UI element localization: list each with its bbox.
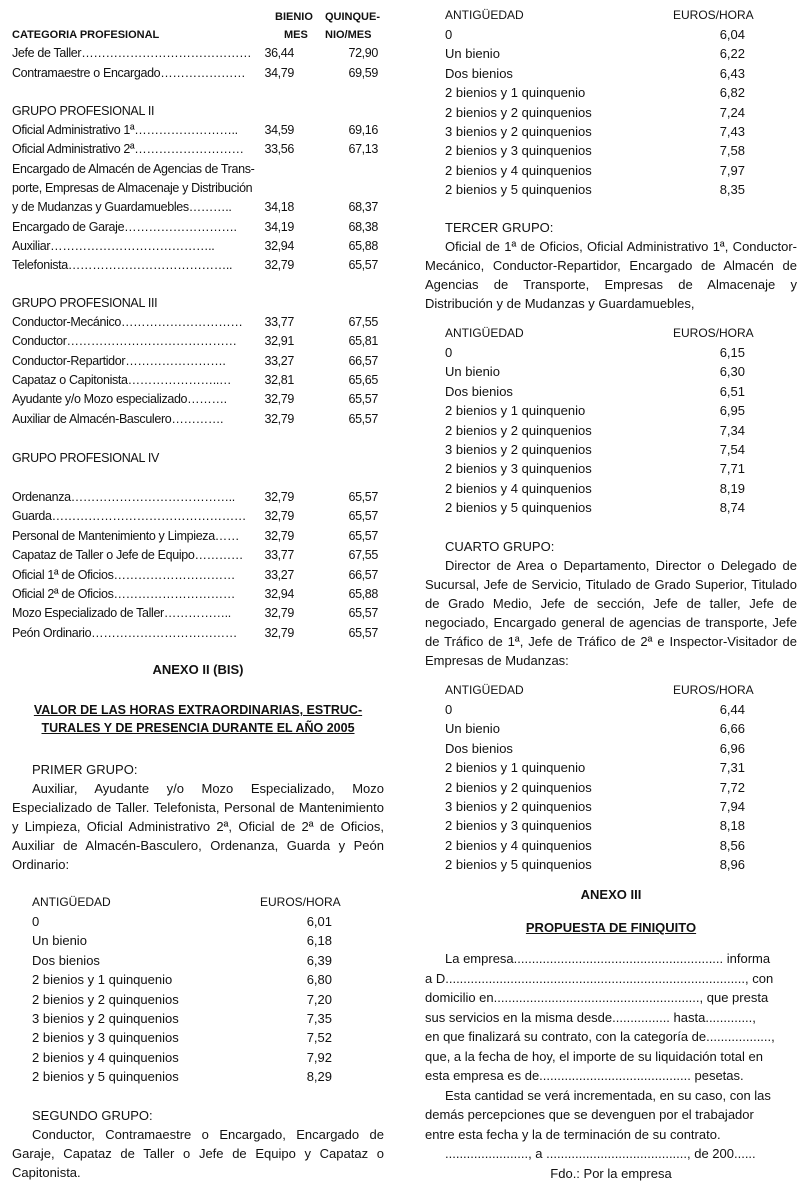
bienio-value: 34,79	[264, 65, 294, 80]
finiquito-line: a D..................................................................................., con	[425, 970, 774, 986]
table-header	[445, 681, 775, 700]
primer-grupo-table	[32, 893, 362, 1087]
euros-hora-cell: 8,96	[719, 857, 745, 873]
antiguedad-cell: 2 bienios y 5 quinquenios	[445, 500, 592, 516]
category-row	[12, 256, 384, 275]
cuarto-grupo-title: CUARTO GRUPO:	[445, 539, 555, 554]
antiguedad-cell: 2 bienios y 2 quinquenios	[32, 991, 179, 1007]
quinquenio-value: 65,57	[348, 258, 378, 273]
bienio-value: 33,27	[264, 567, 294, 582]
euros-hora-cell: 7,34	[719, 422, 745, 438]
category-label: Contramaestre o Encargado…………………	[12, 65, 246, 80]
category-row	[12, 313, 384, 332]
antiguedad-cell: Dos bienios	[32, 952, 100, 968]
bienio-value: 32,94	[264, 587, 294, 601]
bienio-value: 32,91	[264, 334, 294, 349]
euros-hora-cell: 7,35	[306, 1010, 332, 1026]
antiguedad-cell: Un bienio	[445, 721, 500, 737]
wage-row	[445, 161, 775, 180]
wage-row	[445, 459, 775, 478]
wage-row	[32, 970, 362, 989]
wage-row	[32, 931, 362, 950]
wage-row	[445, 25, 775, 44]
finiquito-line: domicilio en........................................................., que presta	[425, 990, 769, 1005]
annex-2-subtitle-line1: VALOR DE LAS HORAS EXTRAORDINARIAS, ESTRUC-	[33, 703, 363, 717]
header-antiguedad: ANTIGÜEDAD	[445, 8, 524, 22]
bienio-value: 36,44	[264, 46, 294, 60]
bienio-value: 33,77	[264, 548, 294, 563]
quinquenio-value: 69,59	[348, 65, 378, 80]
wage-row	[445, 362, 775, 381]
category-label: Auxiliar de Almacén-Basculero………….	[12, 411, 224, 426]
bienio-value: 32,79	[264, 258, 294, 273]
bienio-value: 32,79	[264, 411, 294, 426]
antiguedad-cell: 2 bienios y 1 quinquenio	[445, 760, 586, 776]
tercer-grupo-text: Oficial de 1ª de Oficios, Oficial Administrativo 1ª, Conductor-Mecánico, Conductor-Repartidor, Encargado de Almacén de Agencias de Transporte, Empresas de Almacenaje y Distribución y de Mudanzas y Guardamuebles,	[425, 239, 797, 311]
category-row	[12, 585, 384, 604]
wage-row	[445, 758, 775, 777]
header-euros-hora: EUROS/HORA	[673, 683, 754, 697]
euros-hora-cell: 7,92	[306, 1049, 332, 1065]
category-row	[12, 546, 384, 565]
primer-grupo-text: Auxiliar, Ayudante y/o Mozo Especializado, Mozo Especializado de Taller. Telefonista, Personal de Mantenimiento y Limpieza, Oficial Administrativo 2ª, Oficial de 2ª de Oficios, Auxiliar de Almacén-Basculero, Ordenanza, Guarda y Peón Ordinario:	[12, 781, 384, 872]
wage-row	[445, 421, 775, 440]
segundo-grupo-text: Conductor, Contramaestre o Encargado, Encargado de Garaje, Capataz de Taller o Jefe de Equipo y Capataz o Capitonista.	[12, 1127, 384, 1180]
category-row	[12, 410, 384, 429]
euros-hora-cell: 8,19	[719, 480, 745, 496]
wage-row	[445, 64, 775, 83]
category-label: porte, Empresas de Almacenaje y Distribución	[12, 180, 253, 195]
finiquito-line: Esta cantidad se verá incrementada, en su caso, con las	[445, 1087, 771, 1103]
category-row	[12, 198, 384, 217]
header-antiguedad: ANTIGÜEDAD	[32, 895, 111, 909]
antiguedad-cell: Dos bienios	[445, 740, 513, 756]
wage-row	[445, 816, 775, 835]
col2-header-line1: QUINQUE-	[325, 11, 380, 23]
antiguedad-cell: Dos bienios	[445, 65, 513, 81]
wage-row	[445, 778, 775, 797]
antiguedad-cell: 2 bienios y 3 quinquenios	[32, 1030, 179, 1046]
group-4-title: GRUPO PROFESIONAL IV	[12, 451, 160, 465]
segundo-grupo-title: SEGUNDO GRUPO:	[32, 1108, 153, 1123]
euros-hora-cell: 7,72	[719, 779, 745, 795]
antiguedad-cell: 2 bienios y 4 quinquenios	[445, 837, 592, 853]
tercer-grupo-title: TERCER GRUPO:	[445, 220, 554, 235]
antiguedad-cell: 2 bienios y 2 quinquenios	[445, 104, 592, 120]
category-label: Jefe de Taller……………………………………	[12, 46, 252, 60]
annex-3-title: ANEXO III	[580, 887, 642, 902]
euros-hora-cell: 8,29	[306, 1069, 332, 1085]
category-label: Telefonista…………………………………..	[12, 258, 233, 273]
euros-hora-cell: 6,80	[306, 972, 332, 988]
category-row	[12, 160, 384, 179]
antiguedad-cell: 2 bienios y 5 quinquenios	[445, 182, 592, 198]
header-antiguedad: ANTIGÜEDAD	[445, 326, 524, 340]
antiguedad-cell: 2 bienios y 3 quinquenios	[445, 143, 592, 159]
bienio-value: 32,79	[264, 528, 294, 543]
category-label: Conductor-Repartidor…………………….	[12, 353, 226, 368]
euros-hora-cell: 7,24	[719, 104, 745, 120]
euros-hora-cell: 7,20	[306, 991, 332, 1007]
category-label: Oficial Administrativo 2ª………………………	[12, 142, 244, 157]
euros-hora-cell: 7,43	[719, 123, 745, 139]
wage-row	[445, 382, 775, 401]
annex-3-subtitle: PROPUESTA DE FINIQUITO	[525, 920, 697, 935]
wage-row	[445, 44, 775, 63]
antiguedad-cell: 0	[32, 914, 40, 929]
wage-row	[445, 401, 775, 420]
segundo-grupo-table	[445, 6, 775, 200]
euros-hora-cell: 7,58	[719, 143, 745, 159]
antiguedad-cell: 2 bienios y 5 quinquenios	[445, 857, 592, 873]
antiguedad-cell: 2 bienios y 4 quinquenios	[445, 480, 592, 496]
category-row	[12, 566, 384, 585]
bienio-value: 34,19	[264, 219, 294, 234]
antiguedad-cell: 0	[445, 702, 453, 717]
quinquenio-value: 65,57	[348, 392, 378, 407]
col1-header-line1: BIENIO	[275, 11, 313, 23]
euros-hora-cell: 7,94	[719, 798, 745, 814]
primer-grupo-title: PRIMER GRUPO:	[32, 762, 138, 777]
quinquenio-value: 65,88	[348, 238, 378, 253]
euros-hora-cell: 6,30	[719, 364, 745, 380]
bienio-value: 32,79	[264, 509, 294, 524]
quinquenio-value: 65,57	[348, 606, 378, 621]
euros-hora-cell: 6,04	[719, 27, 745, 42]
wage-row	[445, 719, 775, 738]
bienio-value: 33,27	[264, 353, 294, 368]
antiguedad-cell: 2 bienios y 1 quinquenio	[445, 85, 586, 101]
finiquito-line: entre esta fecha y la de terminación de su contrato.	[425, 1126, 721, 1142]
category-row	[12, 352, 384, 371]
wage-row	[445, 141, 775, 160]
euros-hora-cell: 7,97	[719, 162, 745, 178]
euros-hora-cell: 6,15	[719, 345, 745, 360]
quinquenio-value: 65,57	[348, 528, 378, 543]
wage-row	[445, 836, 775, 855]
wage-row	[445, 122, 775, 141]
category-label: Ordenanza…………………………………..	[12, 490, 235, 504]
group-2-title: GRUPO PROFESIONAL II	[12, 104, 155, 118]
wage-row	[445, 739, 775, 758]
category-label: Conductor-Mecánico…………………………	[12, 315, 243, 329]
antiguedad-cell: 2 bienios y 1 quinquenio	[32, 972, 173, 988]
euros-hora-cell: 6,18	[306, 933, 332, 949]
wage-row	[445, 855, 775, 874]
cuarto-grupo-text: Director de Area o Departamento, Director o Delegado de Sucursal, Jefe de Servicio, Titulado de Grado Superior, Titulado de Grado Medio, Jefe de sección, Jefe de taller, Jefe de negociado, Encargado general de agencias de transporte, Jefe de Tráfico de 1ª, Jefe de Tráfico de 2ª e Inspector-Visitador de Empresas de Mudanzas:	[425, 558, 797, 668]
wage-row	[445, 343, 775, 362]
quinquenio-value: 65,57	[348, 490, 378, 504]
category-row	[12, 488, 384, 507]
euros-hora-cell: 6,95	[719, 403, 745, 419]
antiguedad-cell: Dos bienios	[445, 383, 513, 399]
wage-row	[32, 912, 362, 931]
euros-hora-cell: 6,22	[719, 46, 745, 62]
header-euros-hora: EUROS/HORA	[673, 8, 754, 22]
tercer-grupo-table	[445, 324, 775, 518]
wage-row	[445, 700, 775, 719]
wage-row	[32, 990, 362, 1009]
euros-hora-cell: 6,43	[719, 65, 745, 81]
antiguedad-cell: 2 bienios y 4 quinquenios	[32, 1049, 179, 1065]
category-label: Oficial 1ª de Oficios…………………………	[12, 567, 235, 582]
finiquito-line: La empresa.......................................................... informa	[445, 951, 771, 966]
category-row	[12, 527, 384, 546]
euros-hora-cell: 6,01	[306, 914, 332, 929]
antiguedad-cell: Un bienio	[445, 364, 500, 380]
wage-row	[32, 1009, 362, 1028]
category-label: Guarda…………………………………………	[12, 509, 246, 524]
finiquito-line: esta empresa es de.......................................... pesetas.	[425, 1068, 744, 1083]
category-row	[12, 64, 384, 83]
wage-row	[445, 797, 775, 816]
euros-hora-cell: 7,31	[719, 760, 745, 776]
group-3-title: GRUPO PROFESIONAL III	[12, 296, 158, 310]
category-label: Oficial 2ª de Oficios…………………………	[12, 587, 235, 601]
quinquenio-value: 67,55	[348, 315, 378, 329]
euros-hora-cell: 6,96	[719, 740, 745, 756]
euros-hora-cell: 8,18	[719, 818, 745, 834]
wage-row	[445, 83, 775, 102]
euros-hora-cell: 6,51	[719, 383, 745, 399]
quinquenio-value: 72,90	[348, 46, 378, 60]
antiguedad-cell: 3 bienios y 2 quinquenios	[445, 123, 592, 139]
wage-row	[32, 1028, 362, 1047]
wage-row	[445, 103, 775, 122]
quinquenio-value: 66,57	[348, 567, 378, 582]
quinquenio-value: 65,57	[348, 625, 378, 640]
category-row	[12, 390, 384, 409]
quinquenio-value: 68,37	[348, 200, 378, 215]
category-label: Capataz o Capitonista…………………..…	[12, 372, 232, 387]
euros-hora-cell: 7,54	[719, 441, 745, 457]
table-header	[445, 6, 775, 25]
antiguedad-cell: 2 bienios y 3 quinquenios	[445, 818, 592, 834]
header-euros-hora: EUROS/HORA	[260, 895, 341, 909]
bienio-value: 32,79	[264, 490, 294, 504]
euros-hora-cell: 6,39	[306, 952, 332, 968]
finiquito-line: demás percepciones que se devenguen por el trabajador	[425, 1107, 754, 1122]
cuarto-grupo-table	[445, 681, 775, 875]
category-row	[12, 121, 384, 140]
category-label: Peón Ordinario………………………………	[12, 625, 237, 640]
table-header	[32, 893, 362, 912]
antiguedad-cell: 2 bienios y 3 quinquenios	[445, 461, 592, 477]
finiquito-line: que, a la fecha de hoy, el importe de su liquidación total en	[425, 1048, 763, 1064]
wage-row	[445, 498, 775, 517]
quinquenio-value: 66,57	[348, 353, 378, 368]
antiguedad-cell: 2 bienios y 5 quinquenios	[32, 1069, 179, 1085]
category-header: CATEGORIA PROFESIONAL	[12, 29, 160, 41]
antiguedad-cell: 2 bienios y 2 quinquenios	[445, 422, 592, 438]
euros-hora-cell: 7,71	[719, 461, 745, 477]
quinquenio-value: 65,65	[348, 372, 378, 387]
wage-row	[32, 1067, 362, 1086]
antiguedad-cell: Un bienio	[32, 933, 87, 949]
antiguedad-cell: 2 bienios y 4 quinquenios	[445, 162, 592, 178]
category-row	[12, 332, 384, 351]
category-row	[12, 237, 384, 256]
wage-row	[445, 479, 775, 498]
bienio-value: 32,79	[264, 606, 294, 621]
category-label: Mozo Especializado de Taller……………..	[12, 606, 231, 621]
annex-2-title: ANEXO II (BIS)	[152, 662, 244, 677]
category-label: Encargado de Almacén de Agencias de Trans-	[12, 161, 255, 176]
euros-hora-cell: 8,35	[719, 182, 745, 198]
bienio-value: 32,79	[264, 392, 294, 407]
antiguedad-cell: 3 bienios y 2 quinquenios	[445, 441, 592, 457]
antiguedad-cell: 3 bienios y 2 quinquenios	[445, 798, 592, 814]
quinquenio-value: 65,81	[348, 334, 378, 349]
category-row	[12, 507, 384, 526]
category-row	[12, 44, 384, 63]
quinquenio-value: 68,38	[348, 219, 378, 234]
bienio-value: 32,81	[264, 372, 294, 387]
category-row	[12, 218, 384, 237]
wage-row	[445, 440, 775, 459]
header-euros-hora: EUROS/HORA	[673, 326, 754, 340]
col2-header-line2: NIO/MES	[325, 29, 372, 41]
antiguedad-cell: 2 bienios y 2 quinquenios	[445, 779, 592, 795]
wage-row	[32, 1048, 362, 1067]
euros-hora-cell: 7,52	[306, 1030, 332, 1046]
bienio-value: 33,77	[264, 315, 294, 329]
category-row	[12, 604, 384, 623]
wage-row	[445, 180, 775, 199]
quinquenio-value: 69,16	[348, 123, 378, 137]
category-row	[12, 371, 384, 390]
category-label: Encargado de Garaje……………………….	[12, 219, 237, 234]
euros-hora-cell: 6,44	[719, 702, 745, 717]
antiguedad-cell: 3 bienios y 2 quinquenios	[32, 1010, 179, 1026]
quinquenio-value: 65,57	[348, 509, 378, 524]
annex-2-subtitle-line2: TURALES Y DE PRESENCIA DURANTE EL AÑO 2005	[41, 721, 355, 735]
euros-hora-cell: 6,82	[719, 85, 745, 101]
euros-hora-cell: 6,66	[719, 721, 745, 737]
bienio-value: 34,18	[264, 200, 294, 215]
euros-hora-cell: 8,56	[719, 837, 745, 853]
finiquito-line: ......................., a ......................................., de 200......	[445, 1146, 756, 1161]
bienio-value: 32,94	[264, 238, 294, 253]
quinquenio-value: 65,88	[348, 587, 378, 601]
antiguedad-cell: 2 bienios y 1 quinquenio	[445, 403, 586, 419]
finiquito-line: Fdo.: Por la empresa	[550, 1165, 672, 1181]
bienio-value: 33,56	[264, 142, 294, 157]
wage-row	[32, 951, 362, 970]
category-label: Conductor……………………………………	[12, 334, 237, 349]
category-row	[12, 179, 384, 198]
category-label: Oficial Administrativo 1ª……………………..	[12, 123, 238, 137]
finiquito-line: sus servicios en la misma desde................ hasta.............,	[425, 1009, 756, 1025]
category-label: y de Mudanzas y Guardamuebles………..	[12, 200, 232, 215]
category-label: Auxiliar…………………………………..	[12, 238, 215, 253]
quinquenio-value: 65,57	[348, 411, 378, 426]
antiguedad-cell: Un bienio	[445, 46, 500, 62]
category-label: Personal de Mantenimiento y Limpieza……	[12, 528, 240, 543]
table-header	[445, 324, 775, 343]
euros-hora-cell: 8,74	[719, 500, 745, 516]
finiquito-line: en que finalizará su contrato, con la categoría de..................,	[425, 1029, 775, 1044]
bienio-value: 32,79	[264, 625, 294, 640]
category-label: Capataz de Taller o Jefe de Equipo…………	[12, 548, 244, 563]
antiguedad-cell: 0	[445, 27, 453, 42]
header-antiguedad: ANTIGÜEDAD	[445, 683, 524, 697]
category-row	[12, 140, 384, 159]
quinquenio-value: 67,55	[348, 548, 378, 563]
antiguedad-cell: 0	[445, 345, 453, 360]
category-label: Ayudante y/o Mozo especializado……….	[12, 392, 227, 407]
bienio-value: 34,59	[264, 123, 294, 137]
category-row	[12, 624, 384, 643]
quinquenio-value: 67,13	[348, 142, 378, 157]
col1-header-line2: MES	[284, 29, 308, 41]
